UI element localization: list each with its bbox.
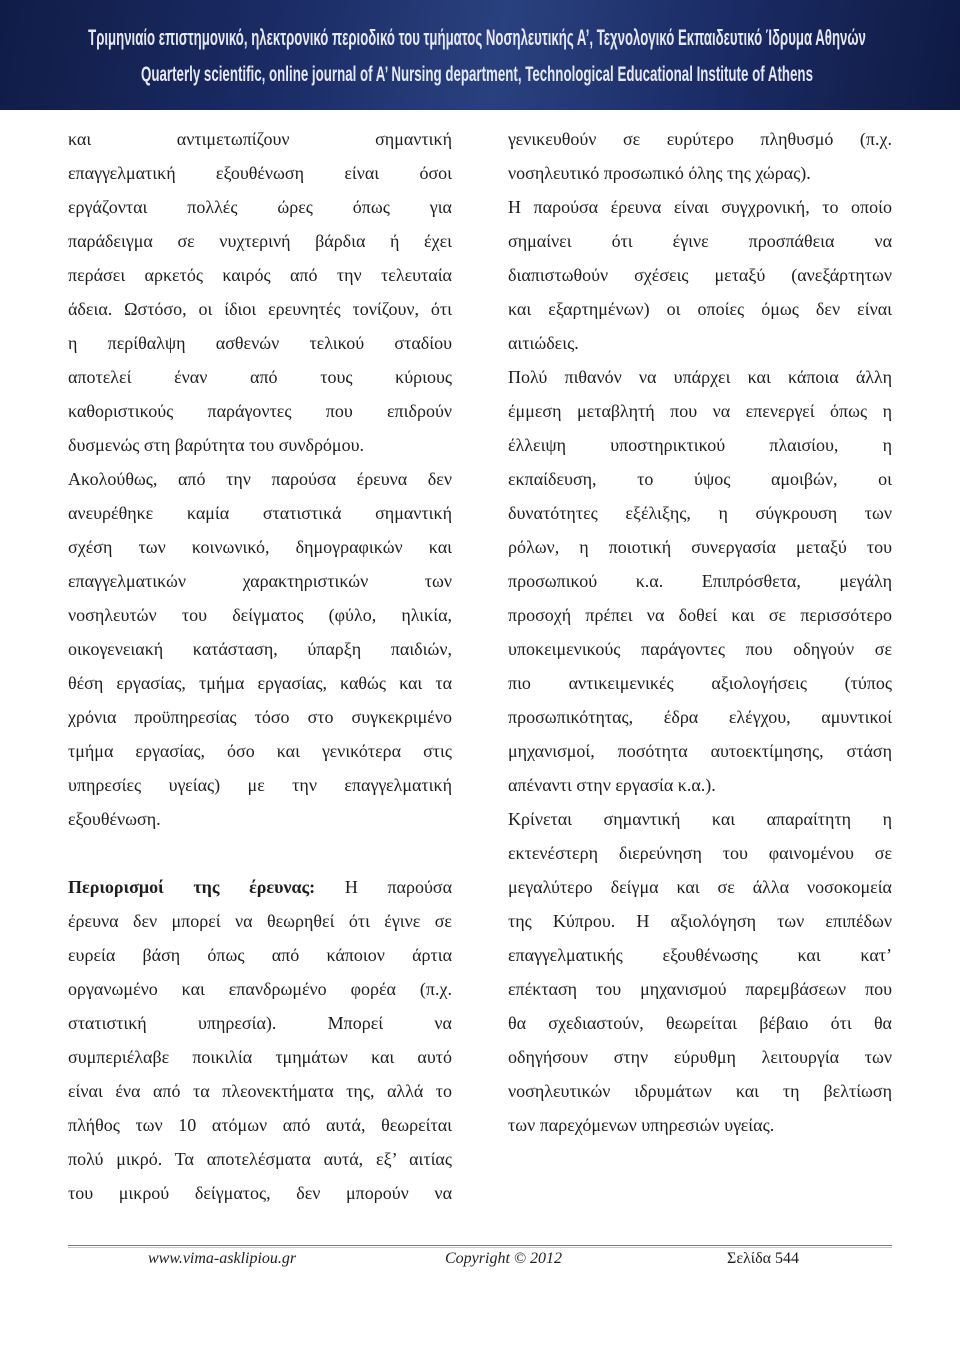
paragraph	[508, 122, 892, 190]
text-line: και εξαρτημένων) οι οποίες όμως δεν είναι	[508, 299, 892, 319]
journal-title-english: Quarterly scientific, online journal of A’ Nursing department, Technological Educational Institute of Athens	[141, 63, 813, 86]
text-line: διαπιστωθούν σχέσεις μεταξύ (ανεξάρτητων	[508, 265, 892, 285]
journal-header	[0, 0, 960, 110]
text-line: περάσει αρκετός καιρός από την τελευταία	[68, 265, 452, 285]
text-line: οδηγήσουν στην εύρυθμη λειτουργία των	[508, 1047, 892, 1067]
footer-page-number: Σελίδα 544	[727, 1250, 800, 1267]
text-line: άδεια. Ωστόσο, οι ίδιοι ερευνητές τονίζουν, ότι	[68, 299, 452, 319]
text-line: παράδειγμα σε νυχτερινή βάρδια ή έχει	[68, 231, 452, 251]
text-line: προσωπικού κ.α. Επιπρόσθετα, μεγάλη	[508, 571, 892, 591]
text-line: ρόλων, η ποιοτική συνεργασία μεταξύ του	[508, 537, 892, 557]
text-line: είναι ένα από τα πλεονεκτήματα της, αλλά το	[68, 1081, 452, 1101]
text-line: του μικρού δείγματος, δεν μπορούν να	[68, 1183, 452, 1203]
text-line: καθοριστικούς παράγοντες που επιδρούν	[68, 401, 452, 421]
paragraph	[508, 190, 892, 360]
paragraph	[68, 122, 452, 462]
text-line: υπηρεσίες υγείας) με την επαγγελματική	[68, 775, 452, 795]
footer-website: www.vima-asklipiou.gr	[148, 1250, 297, 1267]
text-line: αιτιώδεις.	[508, 333, 579, 353]
text-line: εργάζονται πολλές ώρες όπως για	[68, 197, 452, 217]
text-line: και αντιμετωπίζουν σημαντική	[68, 129, 452, 149]
text-line: δυνατότητες εξέλιξης, η σύγκρουση των	[508, 503, 892, 523]
text-line: εκτενέστερη διερεύνηση του φαινομένου σε	[508, 843, 892, 863]
text-line: Ακολούθως, από την παρούσα έρευνα δεν	[68, 469, 452, 489]
text-line: τμήμα εργασίας, όσο και γενικότερα στις	[68, 741, 452, 761]
text-line: οικογενειακή κατάσταση, ύπαρξη παιδιών,	[68, 639, 452, 659]
text-line: Πολύ πιθανόν να υπάρχει και κάποια άλλη	[508, 367, 892, 387]
text-line: θα σχεδιαστούν, θεωρείται βέβαιο ότι θα	[508, 1013, 892, 1033]
text-line: αποτελεί έναν από τους κύριους	[68, 367, 452, 387]
footer-copyright: Copyright © 2012	[445, 1250, 563, 1267]
text-line: θέση εργασίας, τμήμα εργασίας, καθώς και τα	[68, 673, 452, 693]
limitations-paragraph	[68, 870, 452, 1210]
text-line: σημαίνει ότι έγινε προσπάθεια να	[508, 231, 892, 251]
text-line: μηχανισμοί, ποσότητα αυτοεκτίμησης, στάση	[508, 741, 892, 761]
text-line: νοσηλευτικό προσωπικό όλης της χώρας).	[508, 163, 811, 183]
text-line: νοσηλευτών του δείγματος (φύλο, ηλικία,	[68, 605, 452, 625]
text-line: η περίθαλψη ασθενών τελικού σταδίου	[68, 333, 452, 353]
text-line: προσοχή πρέπει να δοθεί και σε περισσότερο	[508, 605, 892, 625]
paragraph	[508, 802, 892, 1142]
text-line: εξουθένωση.	[68, 809, 161, 829]
text-line: σχέση των κοινωνικό, δημογραφικών και	[68, 537, 452, 557]
text-line	[68, 870, 452, 904]
text-line: προσωπικότητας, έδρα ελέγχου, αμυντικοί	[508, 707, 892, 727]
section-heading: Περιορισμοί της έρευνας:	[68, 877, 316, 897]
left-column	[68, 122, 452, 1210]
text-line: νοσηλευτικών ιδρυμάτων και τη βελτίωση	[508, 1081, 892, 1101]
text-line: ανευρέθηκε καμία στατιστικά σημαντική	[68, 503, 452, 523]
text-line: απέναντι στην εργασία κ.α.).	[508, 775, 716, 795]
text-line: δυσμενώς στη βαρύτητα του συνδρόμου.	[68, 435, 364, 455]
text-line: Κρίνεται σημαντική και απαραίτητη η	[508, 809, 892, 829]
text-line: χρόνια προϋπηρεσίας τόσο στο συγκεκριμένο	[68, 707, 452, 727]
text-line: γενικευθούν σε ευρύτερο πληθυσμό (π.χ.	[508, 129, 892, 149]
text-line: επαγγελματικών χαρακτηριστικών των	[68, 571, 452, 591]
journal-title-greek: Τριμηνιαίο επιστημονικό, ηλεκτρονικό περιοδικό του τμήματος Νοσηλευτικής Α’, Τεχνολογικό Εκπαιδευτικό Ίδρυμα Αθηνών	[88, 25, 866, 50]
text-line: υποκειμενικούς παράγοντες που οδηγούν σε	[508, 639, 892, 659]
text-line: έρευνα δεν μπορεί να θεωρηθεί ότι έγινε σε	[68, 911, 452, 931]
paragraph-spacer	[68, 836, 452, 870]
text-line: των παρεχόμενων υπηρεσιών υγείας.	[508, 1115, 775, 1135]
text-line: επαγγελματική εξουθένωση είναι όσοι	[68, 163, 452, 183]
text-line: Η παρούσα έρευνα είναι συγχρονική, το οποίο	[508, 197, 892, 217]
text-line: έμμεση μεταβλητή που να επενεργεί όπως η	[508, 401, 892, 421]
paragraph	[508, 360, 892, 802]
text-line: μεγαλύτερο δείγμα και σε άλλα νοσοκομεία	[508, 877, 892, 897]
right-column	[508, 122, 892, 1142]
text-line: της Κύπρου. Η αξιολόγηση των επιπέδων	[508, 911, 892, 931]
text-line: εκπαίδευση, το ύψος αμοιβών, οι	[508, 469, 892, 489]
footer-rule	[68, 1245, 892, 1248]
paragraph	[68, 462, 452, 836]
text-line: οργανωμένο και επανδρωμένο φορέα (π.χ.	[68, 979, 452, 999]
text-line: στατιστική υπηρεσία). Μπορεί να	[68, 1013, 452, 1033]
text-line-segment: Η παρούσα	[344, 877, 453, 897]
text-line: πλήθος των 10 ατόμων από αυτά, θεωρείται	[68, 1115, 452, 1135]
text-line: ευρεία βάση όπως από κάποιον άρτια	[68, 945, 452, 965]
text-line: πολύ μικρό. Τα αποτελέσματα αυτά, εξ’ αιτίας	[68, 1149, 452, 1169]
text-line: έλλειψη υποστηρικτικού πλαισίου, η	[508, 435, 892, 455]
text-line: επαγγελματικής εξουθένωσης και κατ’	[508, 945, 892, 965]
text-line: πιο αντικειμενικές αξιολογήσεις (τύπος	[508, 673, 892, 693]
text-line: επέκταση του μηχανισμού παρεμβάσεων που	[508, 979, 892, 999]
text-line: συμπεριέλαβε ποικιλία τμημάτων και αυτό	[68, 1047, 452, 1067]
